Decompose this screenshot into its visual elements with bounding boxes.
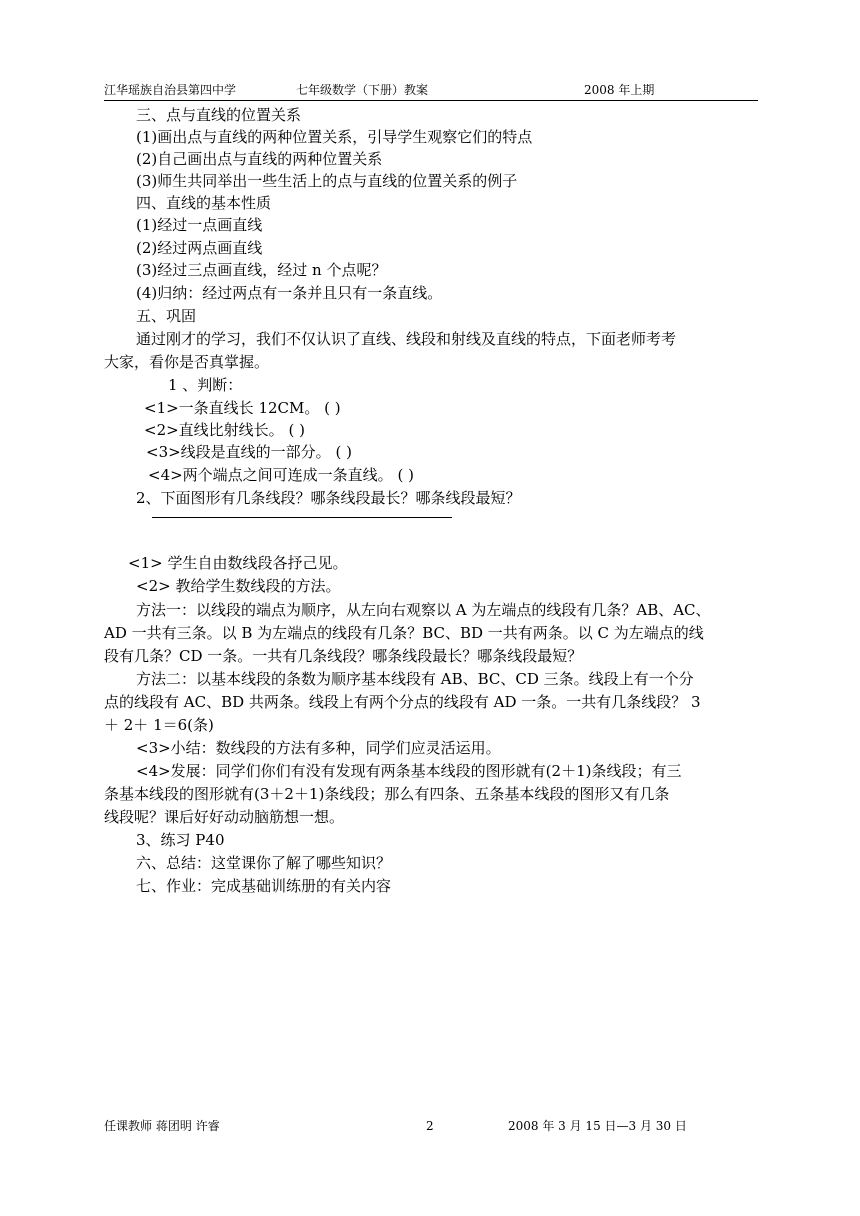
page-number: 2 <box>426 1119 434 1133</box>
procedure-1: <1> 学生自由数线段各抒己见。 <box>128 554 348 572</box>
procedure-2: <2> 教给学生数线段的方法。 <box>136 577 341 595</box>
section-4-item-1: (1)经过一点画直线 <box>136 216 263 234</box>
procedure-4-line-2: 条基本线段的图形就有(3＋2＋1)条线段；那么有四条、五条基本线段的图形又有几条 <box>104 785 670 803</box>
method-1-line-3: 段有几条？CD 一条。一共有几条线段？哪条线段最长？哪条线段最短？ <box>104 647 583 665</box>
judge-item-2: <2>直线比射线长。 ( ) <box>144 421 305 439</box>
section-5-intro-line-2: 大家，看你是否真掌握。 <box>104 353 270 371</box>
judge-title: 1 、判断： <box>168 376 243 394</box>
segment-figure <box>152 517 452 518</box>
footer-date: 2008 年 3 月 15 日—3 月 30 日 <box>508 1119 687 1133</box>
exercise-3: 3、练习 P40 <box>136 831 225 849</box>
page-header <box>104 80 758 100</box>
section-4-item-2: (2)经过两点画直线 <box>136 239 263 257</box>
method-1-line-1: 方法一：以线段的端点为顺序，从左向右观察以 A 为左端点的线段有几条？AB、AC、 <box>136 601 711 619</box>
footer-teacher: 任课教师 蒋团明 许睿 <box>104 1119 220 1133</box>
procedure-4-line-3: 线段呢？课后好好动动脑筋想一想。 <box>104 808 345 826</box>
judge-item-4: <4>两个端点之间可连成一条直线。 ( ) <box>148 466 414 484</box>
section-3-title: 三、点与直线的位置关系 <box>136 106 302 124</box>
method-2-line-1: 方法二：以基本线段的条数为顺序基本线段有 AB、BC、CD 三条。线段上有一个分 <box>136 670 694 688</box>
method-2-line-3: ＋ 2＋ 1＝6(条) <box>104 716 214 734</box>
section-4-title: 四、直线的基本性质 <box>136 194 272 212</box>
section-3-item-2: (2)自己画出点与直线的两种位置关系 <box>136 150 383 168</box>
section-7: 七、作业：完成基础训练册的有关内容 <box>136 877 392 895</box>
method-1-line-2: AD 一共有三条。以 B 为左端点的线段有几条？BC、BD 一共有两条。以 C 为左端点的线 <box>104 624 704 642</box>
section-6: 六、总结：这堂课你了解了哪些知识？ <box>136 854 392 872</box>
procedure-4-line-1: <4>发展：同学们你们有没有发现有两条基本线段的图形就有(2＋1)条线段；有三 <box>136 762 682 780</box>
header-school: 江华瑶族自治县第四中学 <box>104 83 237 97</box>
header-course: 七年级数学（下册）教案 <box>296 83 429 97</box>
judge-item-3: <3>线段是直线的一部分。 ( ) <box>146 443 352 461</box>
section-4-item-3: (3)经过三点画直线，经过 n 个点呢？ <box>136 261 387 279</box>
section-5-intro-line-1: 通过刚才的学习，我们不仅认识了直线、线段和射线及直线的特点，下面老师考考 <box>136 330 677 348</box>
judge-item-1: <1>一条直线长 12CM。 ( ) <box>144 399 341 417</box>
section-5-title: 五、巩固 <box>136 307 197 325</box>
section-4-item-4: (4)归纳：经过两点有一条并且只有一条直线。 <box>136 284 443 302</box>
header-rule <box>104 100 758 101</box>
section-3-item-3: (3)师生共同举出一些生活上的点与直线的位置关系的例子 <box>136 172 518 190</box>
question-2: 2、下面图形有几条线段？哪条线段最长？哪条线段最短？ <box>136 489 521 507</box>
header-term: 2008 年上期 <box>584 83 655 97</box>
method-2-line-2: 点的线段有 AC、BD 共两条。线段上有两个分点的线段有 AD 一条。一共有几条线段？ 3 <box>104 693 701 711</box>
procedure-3: <3>小结：数线段的方法有多种，同学们应灵活运用。 <box>136 739 501 757</box>
section-3-item-1: (1)画出点与直线的两种位置关系，引导学生观察它们的特点 <box>136 128 533 146</box>
